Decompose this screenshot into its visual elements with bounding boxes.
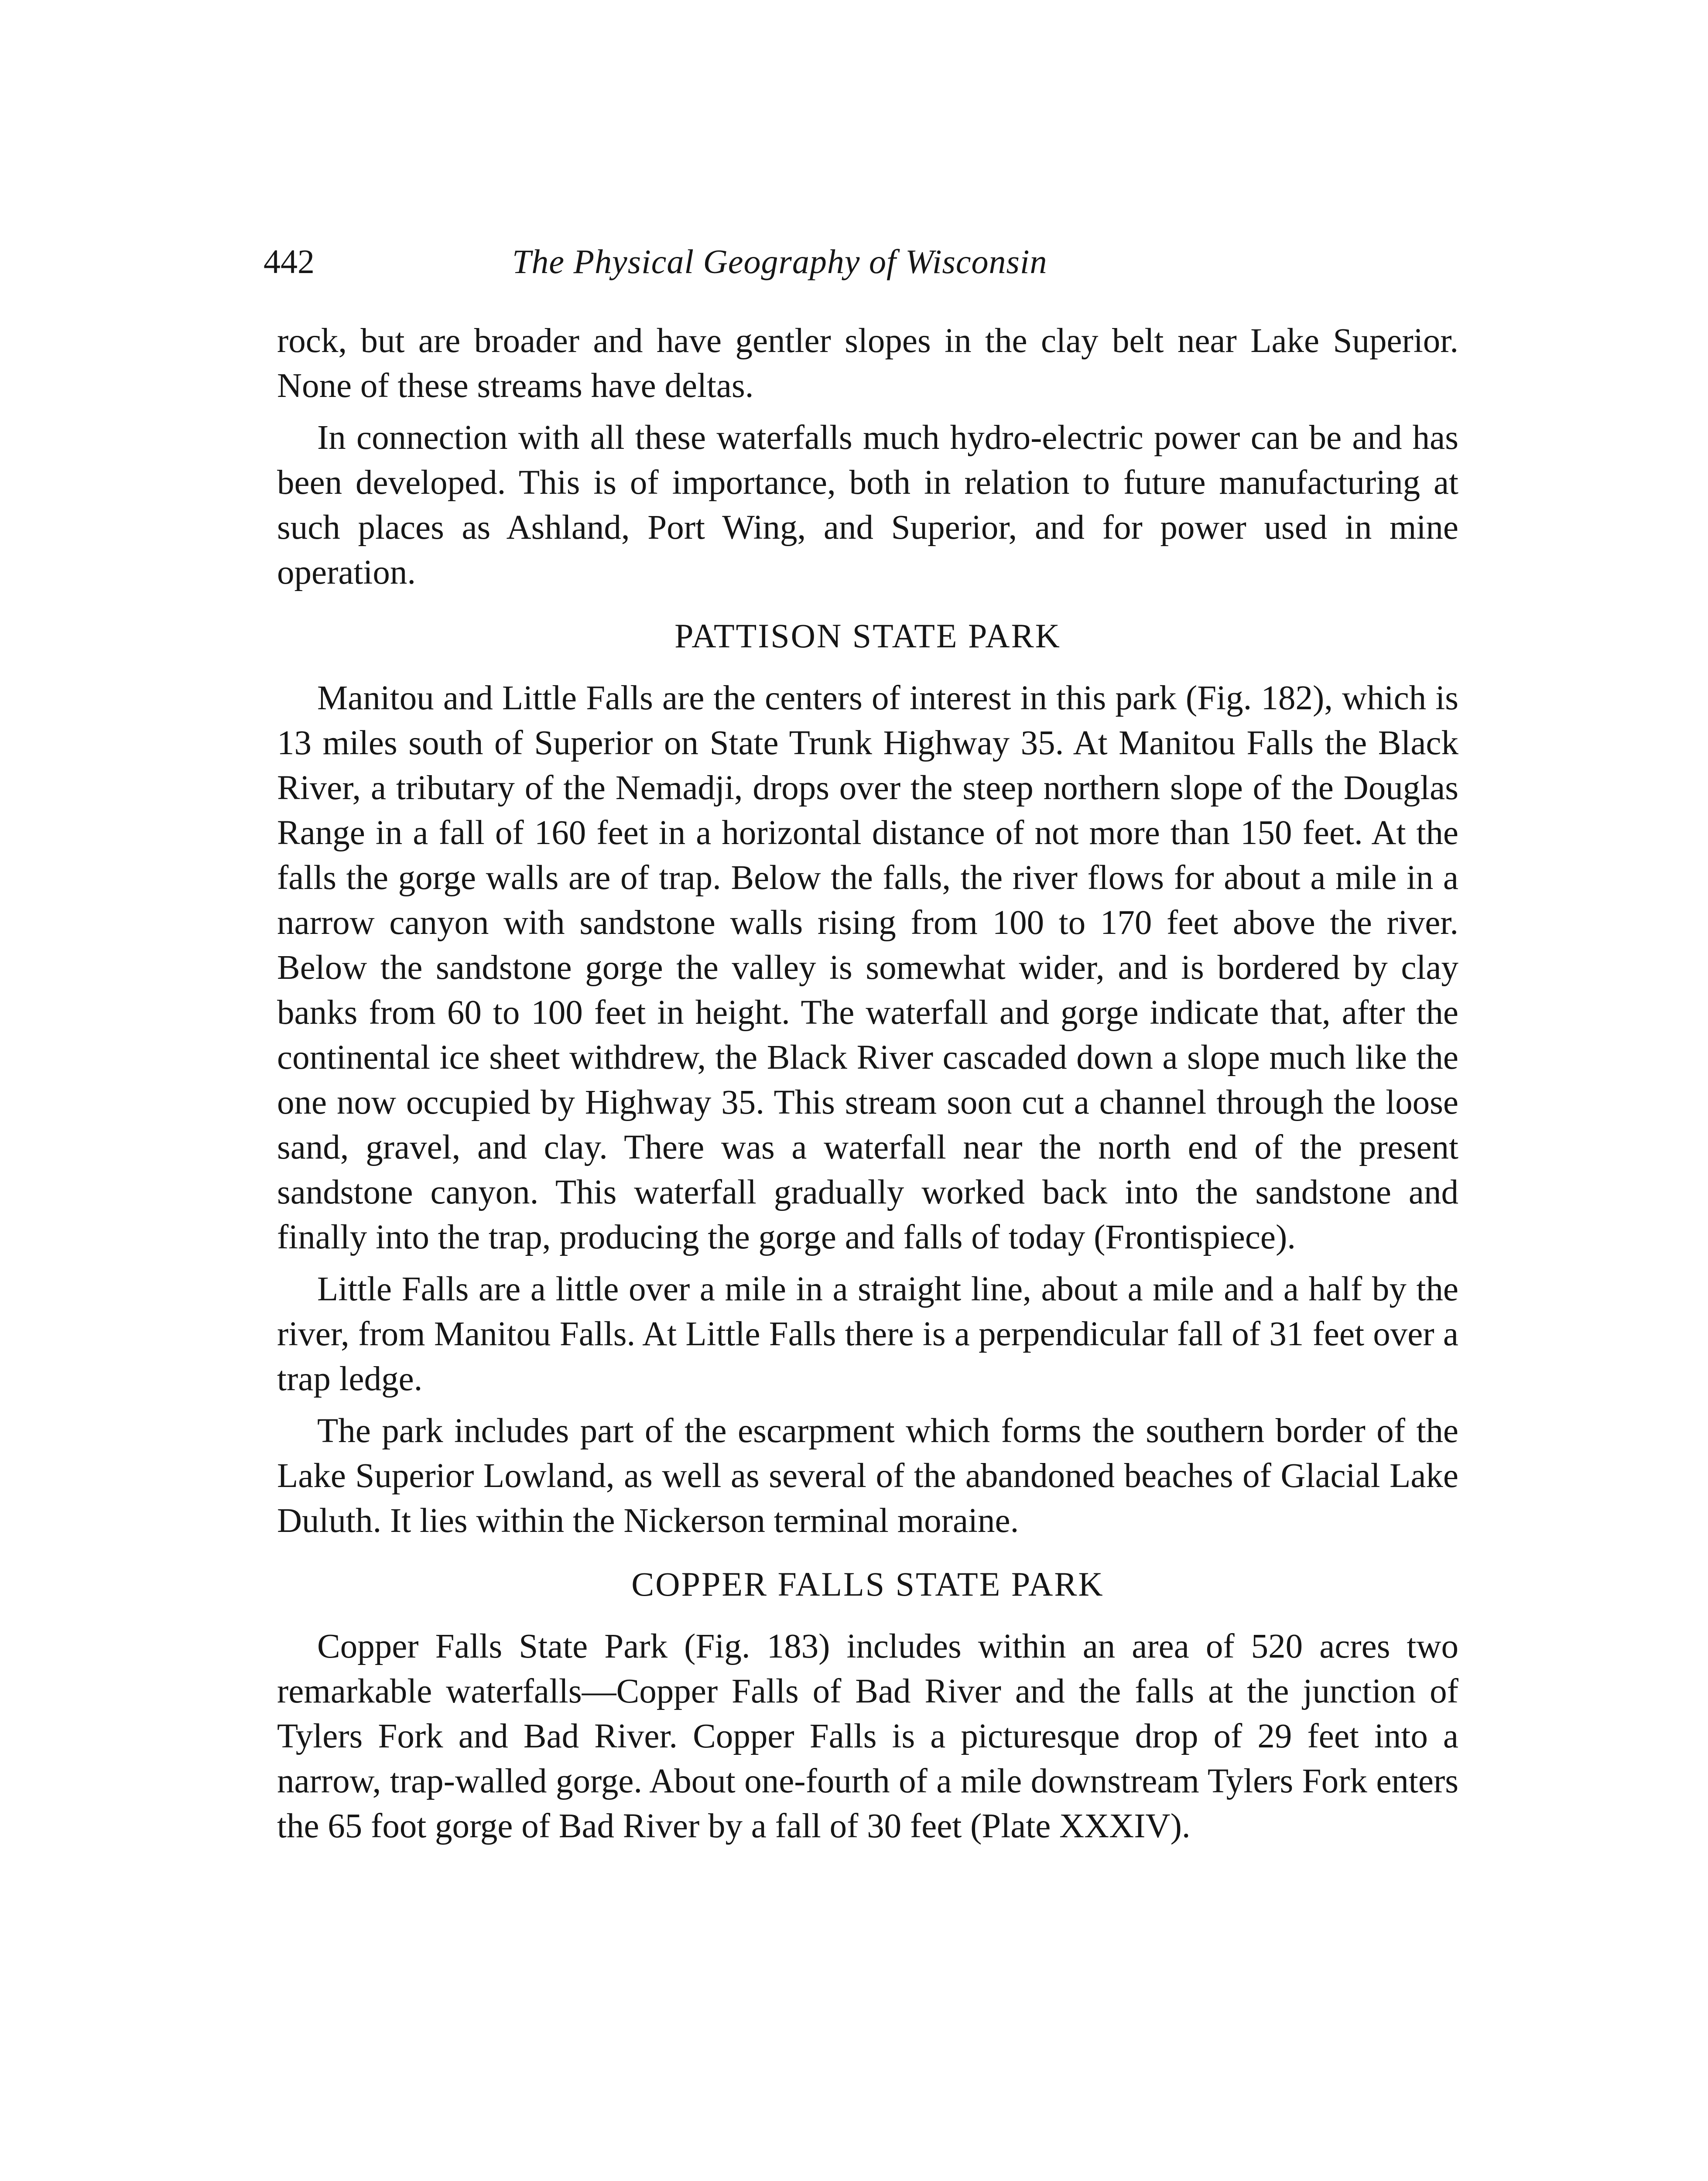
page-number: 442	[264, 243, 315, 280]
running-title: The Physical Geography of Wisconsin	[512, 243, 1047, 280]
paragraph-continuation: rock, but are broader and have gentler slopes in the clay belt near Lake Superior. None of these streams have deltas.	[277, 322, 1458, 405]
paragraph-escarpment: The park includes part of the escarpment which forms the southern border of the Lake Superior Lowland, as well as several of the abandoned beaches of Glacial Lake Duluth. It lies within the Nickerson terminal moraine.	[277, 1412, 1458, 1540]
paragraph-copper-falls: Copper Falls State Park (Fig. 183) includes within an area of 520 acres two remarkable waterfalls—Copper Falls of Bad River and the falls at the junction of Tylers Fork and Bad River. Copper Falls is a picturesque drop of 29 feet into a narrow, trap-walled gorge. About one-fourth of a mile downstream Tylers Fork enters the 65 foot gorge of Bad River by a fall of 30 feet (Plate XXXIV).	[277, 1627, 1458, 1845]
section-heading-pattison: PATTISON STATE PARK	[674, 617, 1061, 655]
paragraph-hydro-power: In connection with all these waterfalls much hydro-electric power can be and has been developed. This is of importance, both in relation to future manufacturing at such places as Ashland, Port Wing, and Superior, and for power used in mine operation.	[277, 419, 1458, 591]
paragraph-little-falls: Little Falls are a little over a mile in a straight line, about a mile and a half by the river, from Manitou Falls. At Little Falls there is a perpendicular fall of 31 feet over a trap ledge.	[277, 1270, 1458, 1398]
body-text	[277, 318, 1458, 1849]
paragraph-manitou-falls: Manitou and Little Falls are the centers of interest in this park (Fig. 182), which is 13 miles south of Superior on State Trunk Highway 35. At Manitou Falls the Black River, a tributary of the Nemadji, drops over the steep northern slope of the Douglas Range in a fall of 160 feet in a horizontal distance of not more than 150 feet. At the falls the gorge walls are of trap. Below the falls, the river flows for about a mile in a narrow canyon with sandstone walls rising from 100 to 170 feet above the river. Below the sandstone gorge the valley is somewhat wider, and is bordered by clay banks from 60 to 100 feet in height. The waterfall and gorge indicate that, after the continental ice sheet withdrew, the Black River cascaded down a slope much like the one now occupied by Highway 35. This stream soon cut a channel through the loose sand, gravel, and clay. There was a waterfall near the north end of the present sandstone canyon. This waterfall gradually worked back into the sandstone and finally into the trap, producing the gorge and falls of today (Frontispiece).	[277, 679, 1458, 1256]
page-header	[264, 238, 1280, 290]
section-heading-copper-falls: COPPER FALLS STATE PARK	[631, 1565, 1104, 1603]
